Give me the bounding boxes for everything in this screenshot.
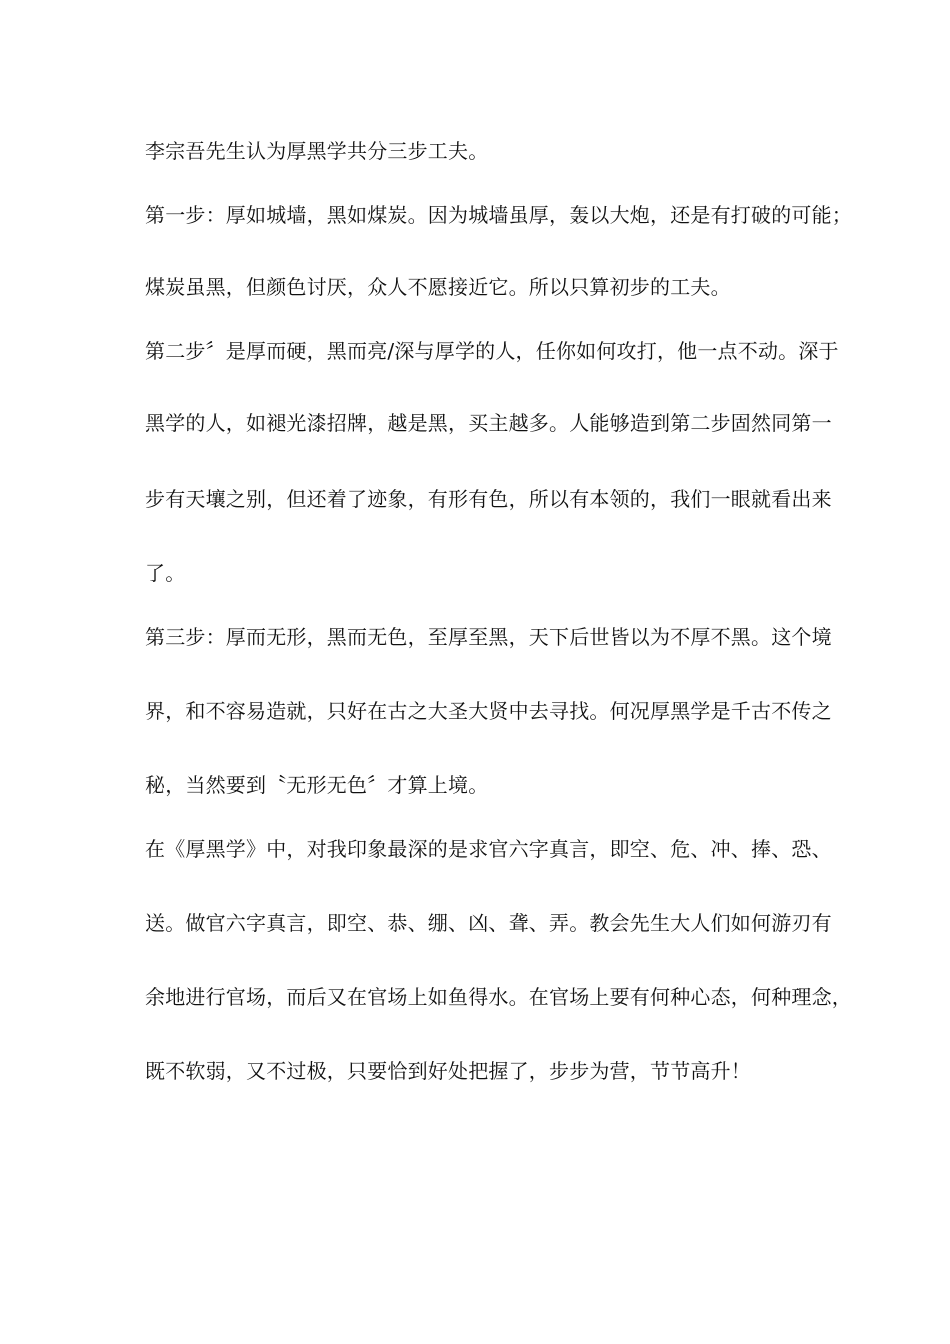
text-line-11: 在《厚黑学》中，对我印象最深的是求官六字真言，即空、危、冲、捧、恐、 xyxy=(145,837,832,861)
text-line-10: 秘，当然要到〝无形无色〞才算上境。 xyxy=(145,773,489,797)
text-line-8: 第三步：厚而无形，黑而无色，至厚至黑，天下后世皆以为不厚不黑。这个境 xyxy=(145,625,832,649)
text-line-7: 了。 xyxy=(145,561,186,585)
text-line-2: 第一步：厚如城墙，黑如煤炭。因为城墙虽厚，轰以大炮，还是有打破的可能； xyxy=(145,203,852,227)
text-line-13: 余地进行官场，而后又在官场上如鱼得水。在官场上要有何种心态，何种理念， xyxy=(145,985,852,1009)
text-line-5: 黑学的人，如褪光漆招牌，越是黑，买主越多。人能够造到第二步固然同第一 xyxy=(145,411,832,435)
text-line-12: 送。做官六字真言，即空、恭、绷、凶、聋、弄。教会先生大人们如何游刃有 xyxy=(145,911,832,935)
text-line-14: 既不软弱，又不过极，只要恰到好处把握了，步步为营，节节高升！ xyxy=(145,1059,751,1083)
text-line-1: 李宗吾先生认为厚黑学共分三步工夫。 xyxy=(145,139,489,163)
text-line-6: 步有天壤之别，但还着了迹象，有形有色，所以有本领的，我们一眼就看出来 xyxy=(145,487,832,511)
text-line-3: 煤炭虽黑，但颜色讨厌，众人不愿接近它。所以只算初步的工夫。 xyxy=(145,275,731,299)
text-line-4: 第二步〞是厚而硬，黑而亮/深与厚学的人，任你如何攻打，他一点不动。深于 xyxy=(145,339,839,363)
text-line-9: 界，和不容易造就，只好在古之大圣大贤中去寻找。何况厚黑学是千古不传之 xyxy=(145,699,832,723)
